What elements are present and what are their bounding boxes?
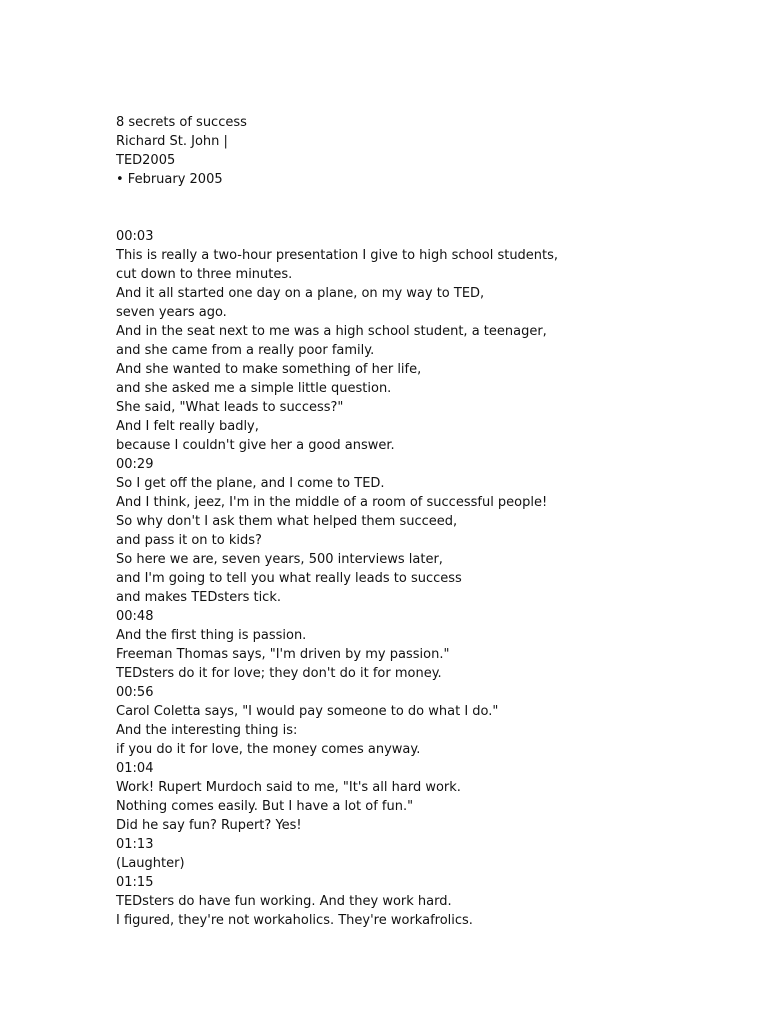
timestamp: 00:56 (116, 685, 154, 700)
transcript (116, 227, 736, 930)
timestamp: 00:48 (116, 609, 154, 624)
transcript-line: Work! Rupert Murdoch said to me, "It's all hard work. (116, 780, 461, 795)
speaker-name: Richard St. John | (116, 134, 228, 149)
transcript-line: if you do it for love, the money comes anyway. (116, 742, 421, 757)
transcript-line: And it all started one day on a plane, on my way to TED, (116, 286, 485, 301)
transcript-line: Freeman Thomas says, "I'm driven by my passion." (116, 647, 450, 662)
transcript-line: She said, "What leads to success?" (116, 400, 344, 415)
transcript-line: because I couldn't give her a good answer. (116, 438, 395, 453)
timestamp: 00:03 (116, 229, 154, 244)
transcript-line: and I'm going to tell you what really leads to success (116, 571, 462, 586)
transcript-line: So here we are, seven years, 500 interviews later, (116, 552, 443, 567)
transcript-line: and pass it on to kids? (116, 533, 262, 548)
transcript-line: Nothing comes easily. But I have a lot of fun." (116, 799, 414, 814)
transcript-line: and she came from a really poor family. (116, 343, 375, 358)
transcript-line: And I think, jeez, I'm in the middle of a room of successful people! (116, 495, 548, 510)
talk-title: 8 secrets of success (116, 115, 247, 130)
transcript-line: And in the seat next to me was a high school student, a teenager, (116, 324, 547, 339)
timestamp: 00:29 (116, 457, 154, 472)
transcript-line: TEDsters do have fun working. And they work hard. (116, 894, 452, 909)
transcript-line: I figured, they're not workaholics. They're workafrolics. (116, 913, 473, 928)
section-spacer (116, 189, 736, 227)
timestamp: 01:15 (116, 875, 154, 890)
transcript-line: This is really a two-hour presentation I give to high school students, (116, 248, 559, 263)
transcript-line: So I get off the plane, and I come to TED. (116, 476, 385, 491)
transcript-line: And the first thing is passion. (116, 628, 307, 643)
timestamp: 01:13 (116, 837, 154, 852)
transcript-line: So why don't I ask them what helped them succeed, (116, 514, 458, 529)
transcript-line: TEDsters do it for love; they don't do it for money. (116, 666, 442, 681)
transcript-line: cut down to three minutes. (116, 267, 293, 282)
transcript-line: (Laughter) (116, 856, 185, 871)
event-name: TED2005 (116, 153, 176, 168)
transcript-line: seven years ago. (116, 305, 227, 320)
document-page (116, 113, 736, 930)
timestamp: 01:04 (116, 761, 154, 776)
transcript-line: and she asked me a simple little question. (116, 381, 392, 396)
transcript-line: and makes TEDsters tick. (116, 590, 281, 605)
transcript-line: And the interesting thing is: (116, 723, 298, 738)
transcript-line: And I felt really badly, (116, 419, 259, 434)
talk-date: • February 2005 (116, 172, 223, 187)
transcript-line: Did he say fun? Rupert? Yes! (116, 818, 302, 833)
transcript-line: And she wanted to make something of her life, (116, 362, 422, 377)
transcript-line: Carol Coletta says, "I would pay someone to do what I do." (116, 704, 499, 719)
